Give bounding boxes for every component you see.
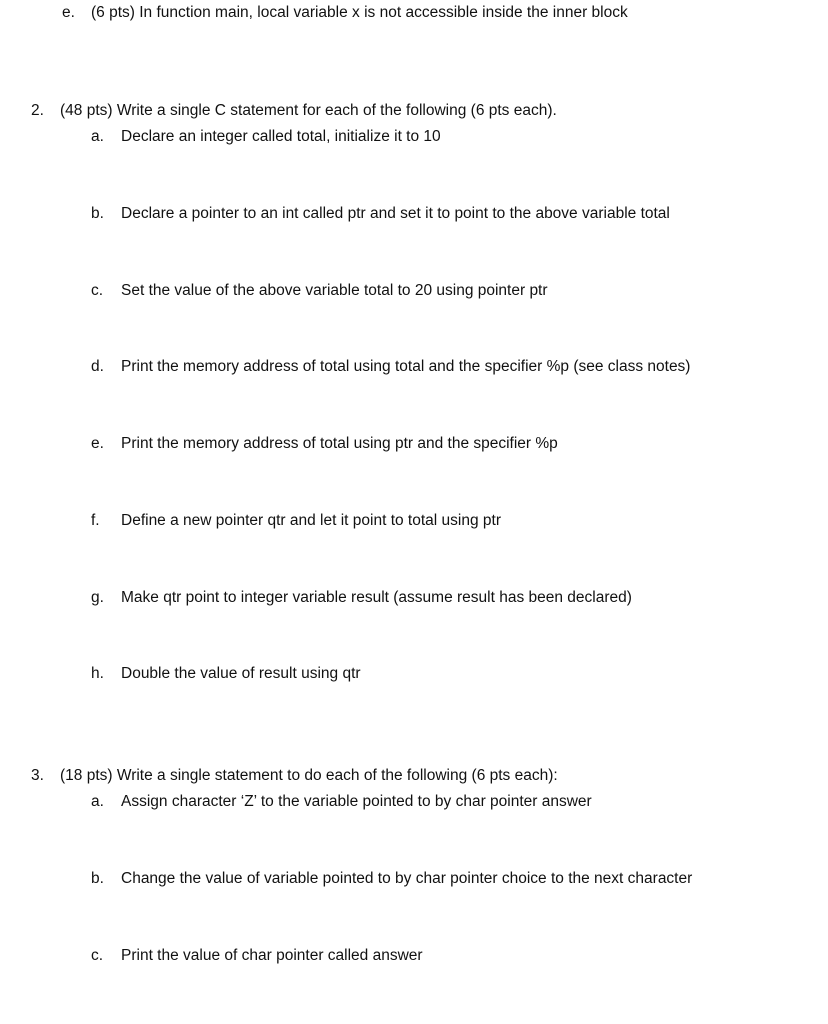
item-text: Double the value of result using qtr [121, 665, 361, 682]
question-number: 2. [31, 102, 44, 119]
item-text: Print the value of char pointer called answer [121, 947, 423, 964]
item-text: Declare a pointer to an int called ptr and set it to point to the above variable total [121, 205, 670, 222]
item-text: Declare an integer called total, initialize it to 10 [121, 128, 441, 145]
item-text: Print the memory address of total using ptr and the specifier %p [121, 435, 558, 452]
item-marker: g. [91, 589, 104, 606]
item-marker: d. [91, 358, 104, 375]
item-marker: a. [91, 128, 104, 145]
question-number: 3. [31, 767, 44, 784]
item-text: Print the memory address of total using total and the specifier %p (see class notes) [121, 358, 691, 375]
item-marker: e. [62, 4, 75, 21]
question-heading: (48 pts) Write a single C statement for each of the following (6 pts each). [60, 102, 557, 119]
item-text: Set the value of the above variable total to 20 using pointer ptr [121, 282, 548, 299]
item-text: Change the value of variable pointed to by char pointer choice to the next character [121, 870, 693, 887]
item-marker: f. [91, 512, 100, 529]
item-text: (6 pts) In function main, local variable x is not accessible inside the inner block [91, 4, 628, 21]
item-text: Define a new pointer qtr and let it point to total using ptr [121, 512, 501, 529]
item-marker: a. [91, 793, 104, 810]
item-text: Make qtr point to integer variable result (assume result has been declared) [121, 589, 632, 606]
item-marker: e. [91, 435, 104, 452]
item-marker: c. [91, 947, 104, 964]
question-heading: (18 pts) Write a single statement to do each of the following (6 pts each): [60, 767, 558, 784]
item-marker: h. [91, 665, 104, 682]
item-marker: b. [91, 870, 104, 887]
item-marker: b. [91, 205, 104, 222]
item-text: Assign character ‘Z’ to the variable pointed to by char pointer answer [121, 793, 592, 810]
item-marker: c. [91, 282, 104, 299]
